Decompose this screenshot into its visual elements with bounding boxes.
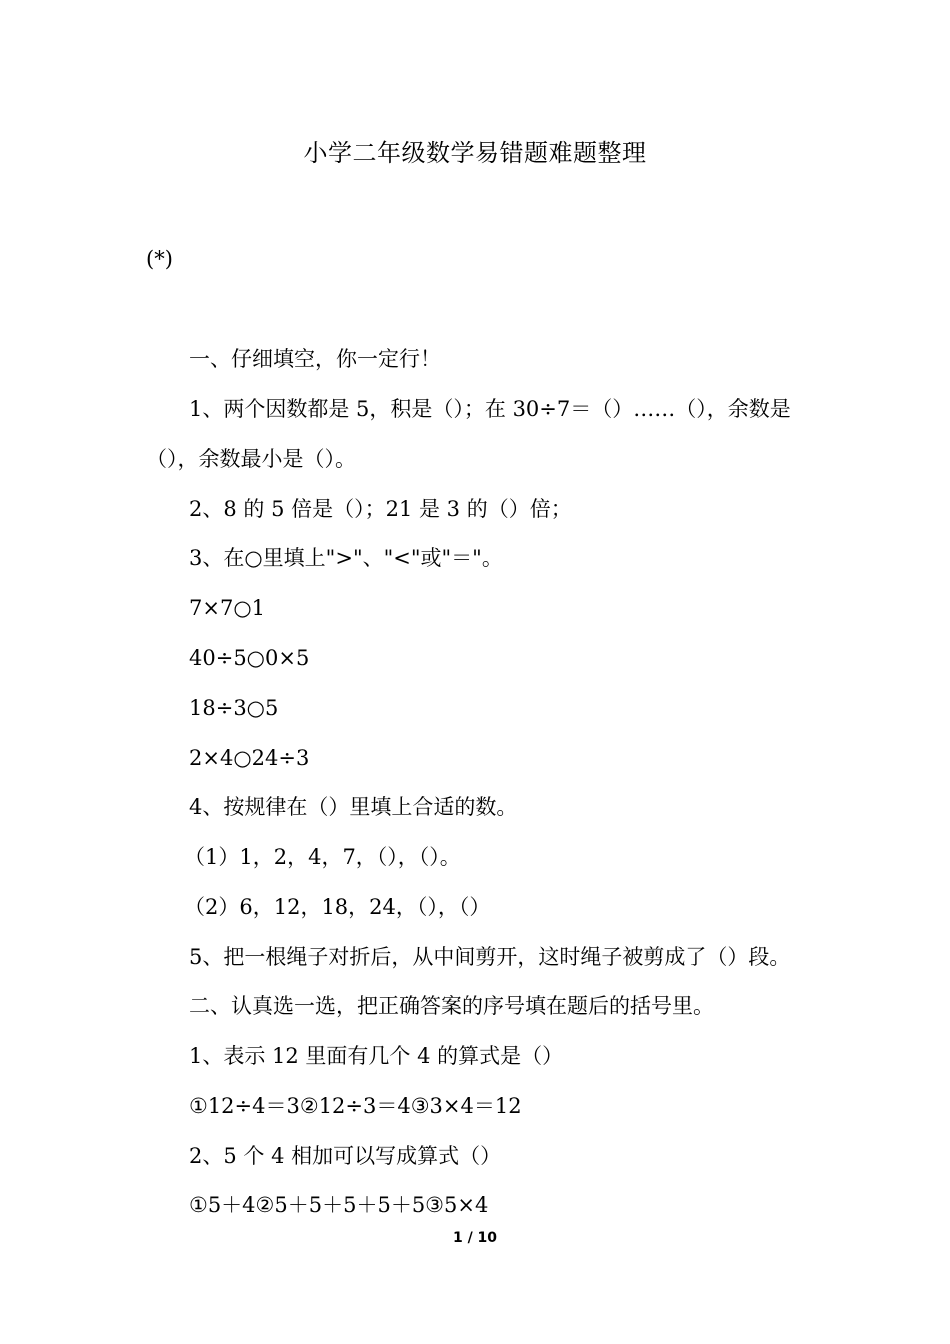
note-marker: (*) <box>146 247 173 271</box>
question-4: 4、按规律在（）里填上合适的数。 <box>189 795 518 819</box>
document-title: 小学二年级数学易错题难题整理 <box>303 139 647 167</box>
question-3: 3、在○里填上">"、"<"或"＝"。 <box>189 546 503 570</box>
section-heading-fill-blanks: 一、仔细填空，你一定行！ <box>189 347 441 371</box>
comparison-item: 40÷5○0×5 <box>189 646 310 670</box>
page-number: 1 / 10 <box>452 1230 498 1246</box>
section-heading-multiple-choice: 二、认真选一选，把正确答案的序号填在题后的括号里。 <box>189 994 714 1018</box>
question-1-line-1: 1、两个因数都是 5，积是（）；在 30÷7＝（）……（），余数是 <box>189 397 791 421</box>
choice-question-2: 2、5 个 4 相加可以写成算式（） <box>189 1144 502 1168</box>
question-1-line-2: （），余数最小是（）。 <box>146 447 356 471</box>
question-2: 2、8 的 5 倍是（）；21 是 3 的（）倍； <box>189 497 572 521</box>
choice-question-1: 1、表示 12 里面有几个 4 的算式是（） <box>189 1044 564 1068</box>
choice-options-2: ①5＋4②5＋5＋5＋5＋5③5×4 <box>189 1193 489 1217</box>
question-5: 5、把一根绳子对折后，从中间剪开，这时绳子被剪成了（）段。 <box>189 945 791 969</box>
comparison-item: 7×7○1 <box>189 596 266 620</box>
comparison-item: 2×4○24÷3 <box>189 746 310 770</box>
sequence-item: （1）1，2，4，7，（），（）。 <box>184 845 461 869</box>
choice-options-1: ①12÷4＝3②12÷3＝4③3×4＝12 <box>189 1094 522 1118</box>
sequence-item: （2）6，12，18，24，（），（） <box>184 895 491 919</box>
comparison-item: 18÷3○5 <box>189 696 279 720</box>
